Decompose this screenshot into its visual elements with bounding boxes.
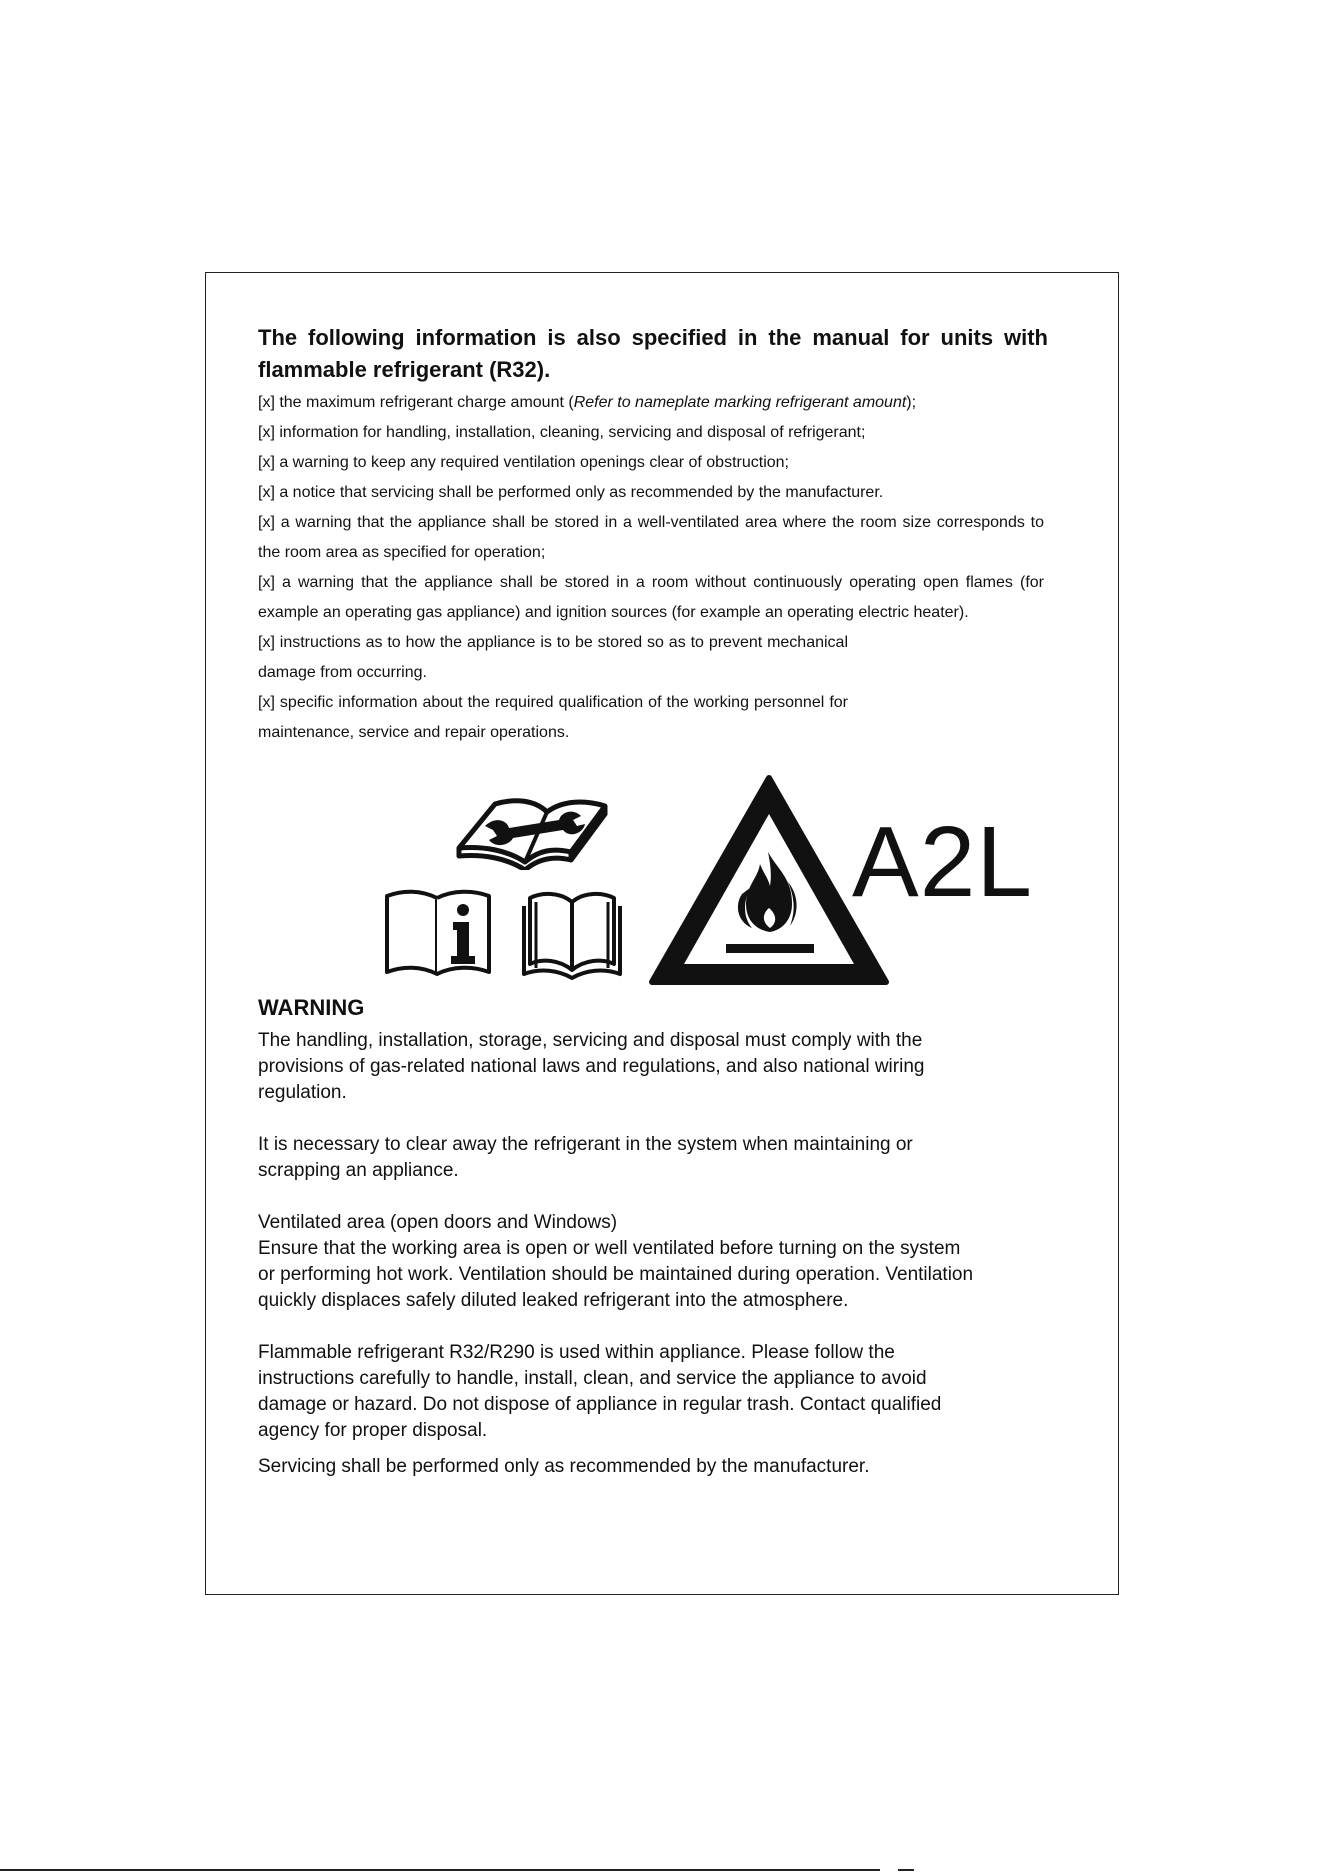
heading-line-1: The following information is also specified in the manual for units with <box>258 325 1048 350</box>
heading-line-2: flammable refrigerant (R32). <box>258 357 551 382</box>
page-bottom-rule <box>0 1869 880 1871</box>
warning-paragraph: It is necessary to clear away the refrigerant in the system when maintaining or scrapping an appliance. <box>258 1134 913 1181</box>
warning-paragraph <box>258 1210 978 1314</box>
warning-body <box>258 1028 978 1506</box>
list-item-text: ); <box>906 394 917 411</box>
read-info-icon <box>383 888 493 978</box>
list-item <box>258 388 1044 418</box>
operator-manual-icon <box>522 888 622 980</box>
list-item: [x] a warning that the appliance shall be stored in a well-ventilated area where the room size corresponds to the room area as specified for operation; <box>258 514 1044 561</box>
list-item-emphasis: Refer to nameplate marking refrigerant amount <box>573 394 907 411</box>
info-list <box>258 388 1044 748</box>
list-item: [x] a warning that the appliance shall be stored in a room without continuously operating open flames (for example an operating gas appliance) and ignition sources (for example an operating electric heater). <box>258 574 1044 621</box>
list-item: [x] a notice that servicing shall be performed only as recommended by the manufacturer. <box>258 484 884 501</box>
ventilation-text: Ensure that the working area is open or well ventilated before turning on the system or performing hot work. Ventilation should be maintained during operation. Ventilation quickly displaces safely diluted leaked refrigerant into the atmosphere. <box>258 1238 974 1311</box>
list-item: [x] specific information about the required qualification of the working personnel for maintenance, service and repair operations. <box>258 694 848 741</box>
service-manual-icon <box>455 790 640 870</box>
page-bottom-mark <box>898 1869 914 1871</box>
list-item: [x] a warning to keep any required ventilation openings clear of obstruction; <box>258 454 789 471</box>
section-heading <box>258 322 1048 386</box>
ventilation-subtitle: Ventilated area (open doors and Windows) <box>258 1212 618 1233</box>
list-item-text: [x] the maximum refrigerant charge amount ( <box>258 394 574 411</box>
list-item: [x] information for handling, installation, cleaning, servicing and disposal of refrigerant; <box>258 424 866 441</box>
refrigerant-class-label: A2L <box>852 806 1033 918</box>
warning-paragraph: Servicing shall be performed only as recommended by the manufacturer. <box>258 1456 870 1477</box>
warning-title: WARNING <box>258 995 365 1020</box>
warning-paragraph: The handling, installation, storage, servicing and disposal must comply with the provisions of gas-related national laws and regulations, and also national wiring regulation. <box>258 1030 925 1103</box>
warning-paragraph: Flammable refrigerant R32/R290 is used within appliance. Please follow the instructions carefully to handle, install, clean, and service the appliance to avoid damage or hazard. Do not dispose of appliance in regular trash. Contact qualified agency for proper disposal. <box>258 1342 942 1441</box>
list-item: [x] instructions as to how the appliance is to be stored so as to prevent mechanical damage from occurring. <box>258 634 848 681</box>
